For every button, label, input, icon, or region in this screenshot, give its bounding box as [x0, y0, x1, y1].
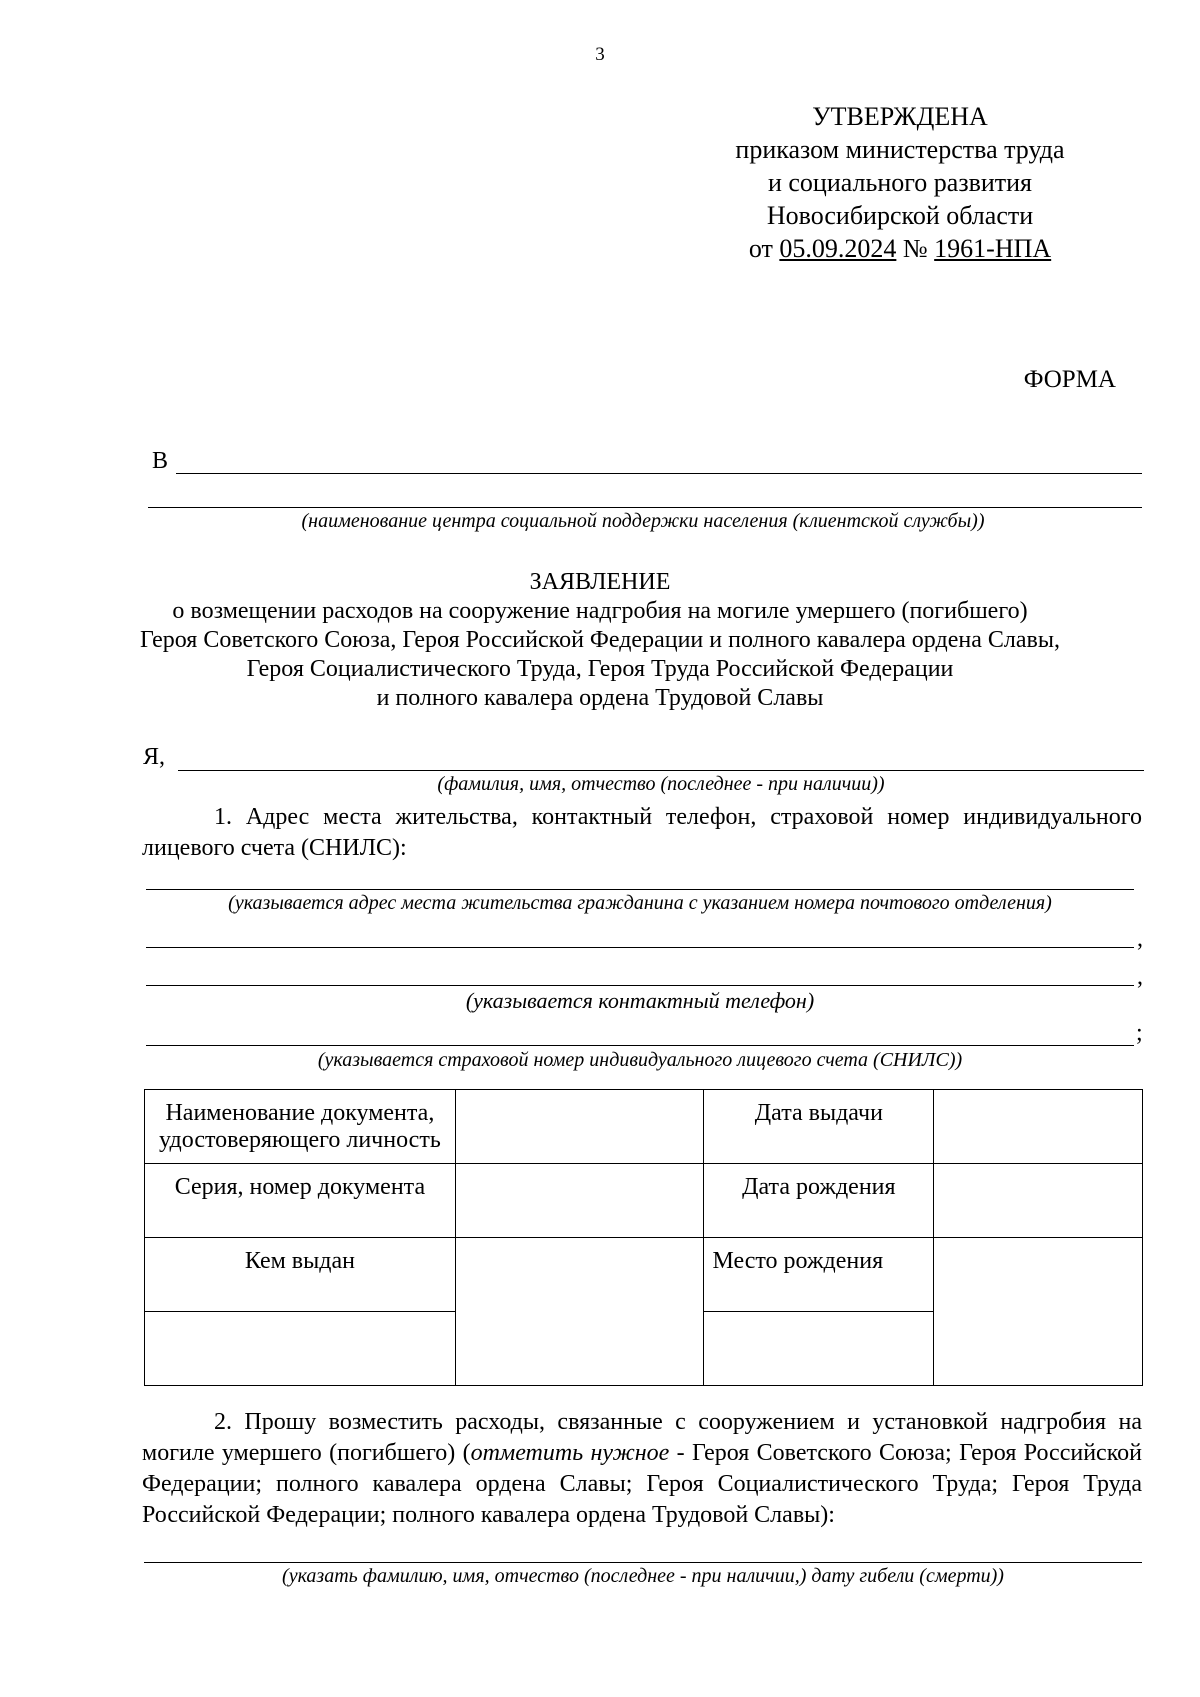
doc-name-label-cell [145, 1090, 456, 1164]
approval-line-2: и социального развития [767, 168, 1033, 197]
birth-place-value-cell[interactable] [934, 1238, 1143, 1386]
statement-line-1: о возмещении расходов на сооружение надгробия на могиле умершего (погибшего) [172, 598, 1028, 624]
doc-name-label-1: Наименование документа, [165, 1100, 435, 1126]
form-label: ФОРМА [1023, 366, 1116, 393]
addressee-input-line-1[interactable] [176, 473, 1142, 474]
identity-document-table [144, 1089, 1143, 1386]
addressee-input-line-2[interactable] [148, 507, 1142, 508]
addressee-caption: (наименование центра социальной поддержки населения (клиентской службы)) [301, 510, 985, 532]
semicolon: ; [1136, 1020, 1143, 1046]
approval-title: УТВЕРЖДЕНА [812, 102, 988, 131]
address-line-2[interactable] [146, 947, 1134, 948]
doc-name-label-2: удостоверяющего личность [159, 1127, 441, 1153]
snils-caption: (указывается страховой номер индивидуального лицевого счета (СНИЛС)) [317, 1049, 963, 1071]
deceased-line[interactable] [144, 1562, 1142, 1563]
series-label: Серия, номер документа [145, 1164, 456, 1238]
phone-line[interactable] [146, 985, 1134, 986]
address-line[interactable] [146, 889, 1134, 890]
item2-part-1: 2. Прошу возместить расходы, связанные с сооружением и установкой надгробия на могиле умершего (погибшего) ( [142, 1409, 1142, 1466]
issue-date-value-cell[interactable] [934, 1090, 1143, 1164]
doc-name-value-cell[interactable] [455, 1090, 704, 1164]
issued-by-value-cell[interactable] [455, 1238, 704, 1386]
comma-1: , [1137, 926, 1143, 952]
approval-order [680, 232, 1120, 265]
addressee-prefix: В [152, 448, 169, 474]
issued-by-label: Кем выдан [145, 1238, 456, 1312]
item1-text: 1. Адрес места жительства, контактный телефон, страховой номер индивидуального лицевого счета (СНИЛС): [142, 804, 1142, 861]
issued-by-extra-cell[interactable] [145, 1312, 456, 1386]
snils-line[interactable] [146, 1045, 1134, 1046]
statement-heading [0, 568, 1200, 713]
approval-date: 05.09.2024 [779, 234, 897, 263]
phone-caption: (указывается контактный телефон) [465, 988, 815, 1013]
approval-block [680, 100, 1120, 265]
page-number: 3 [595, 44, 605, 65]
approval-prefix: от [748, 234, 773, 263]
approval-line-1: приказом министерства труда [735, 135, 1065, 164]
deceased-caption: (указать фамилию, имя, отчество (последнее - при наличии,) дату гибели (смерти)) [282, 1565, 1004, 1587]
item2-emphasis: отметить нужное [470, 1440, 670, 1466]
birth-place-label: Место рождения [704, 1238, 934, 1312]
statement-line-4: и полного кавалера ордена Трудовой Славы [376, 685, 824, 711]
applicant-name-line[interactable] [178, 770, 1144, 771]
comma-2: , [1137, 964, 1143, 990]
birth-date-label: Дата рождения [704, 1164, 934, 1238]
series-value-cell[interactable] [455, 1164, 704, 1238]
statement-line-2: Героя Советского Союза, Героя Российской Федерации и полного кавалера ордена Славы, [140, 627, 1060, 653]
approval-line-3: Новосибирской области [766, 201, 1034, 230]
approval-number-sign: № [902, 234, 928, 263]
applicant-caption: (фамилия, имя, отчество (последнее - при наличии)) [437, 773, 885, 795]
issue-date-label: Дата выдачи [704, 1090, 934, 1164]
statement-line-3: Героя Социалистического Труда, Героя Труда Российской Федерации [246, 656, 954, 682]
statement-title: ЗАЯВЛЕНИЕ [529, 569, 671, 595]
item2-text [142, 1407, 1142, 1531]
address-caption: (указывается адрес места жительства гражданина с указанием номера почтового отделения) [228, 892, 1052, 914]
birth-place-extra-cell[interactable] [704, 1312, 934, 1386]
approval-number: 1961-НПА [934, 234, 1052, 263]
item2-part-2: - Героя Советского Союза; Героя Российской Федерации; полного кавалера ордена Славы; Героя Социалистического Труда; Героя Труда Российской Федерации; полного кавалера ордена Трудовой Славы): [142, 1440, 1142, 1528]
birth-date-value-cell[interactable] [934, 1164, 1143, 1238]
applicant-prefix: Я, [143, 744, 166, 770]
